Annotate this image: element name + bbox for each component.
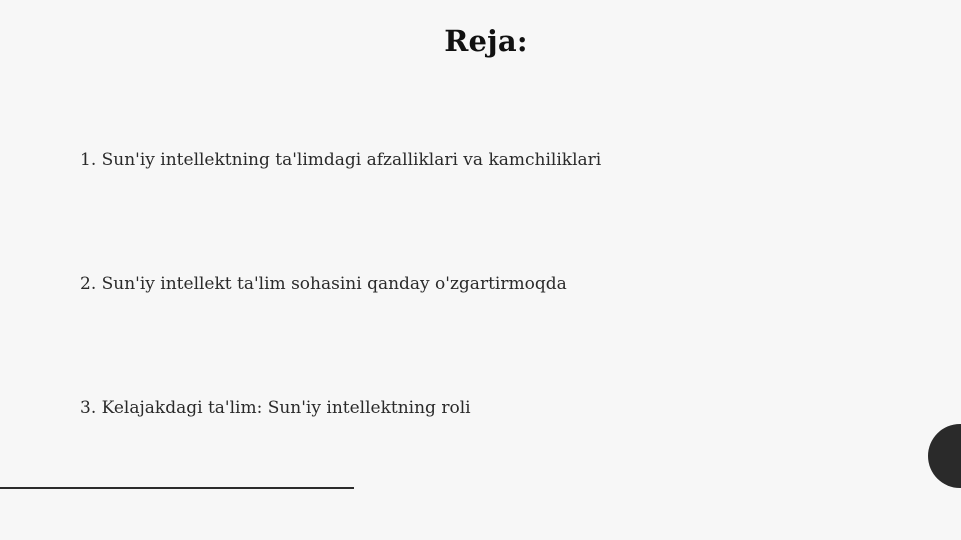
decorative-circle-shape: [928, 424, 961, 488]
decorative-divider-line: [0, 487, 354, 489]
slide-title: Reja:: [444, 24, 528, 58]
plan-item-1: 1. Sun'iy intellektning ta'limdagi afzalliklari va kamchiliklari: [80, 150, 602, 170]
plan-item-3: 3. Kelajakdagi ta'lim: Sun'iy intellektning roli: [80, 398, 471, 418]
plan-item-2: 2. Sun'iy intellekt ta'lim sohasini qanday o'zgartirmoqda: [80, 274, 567, 294]
